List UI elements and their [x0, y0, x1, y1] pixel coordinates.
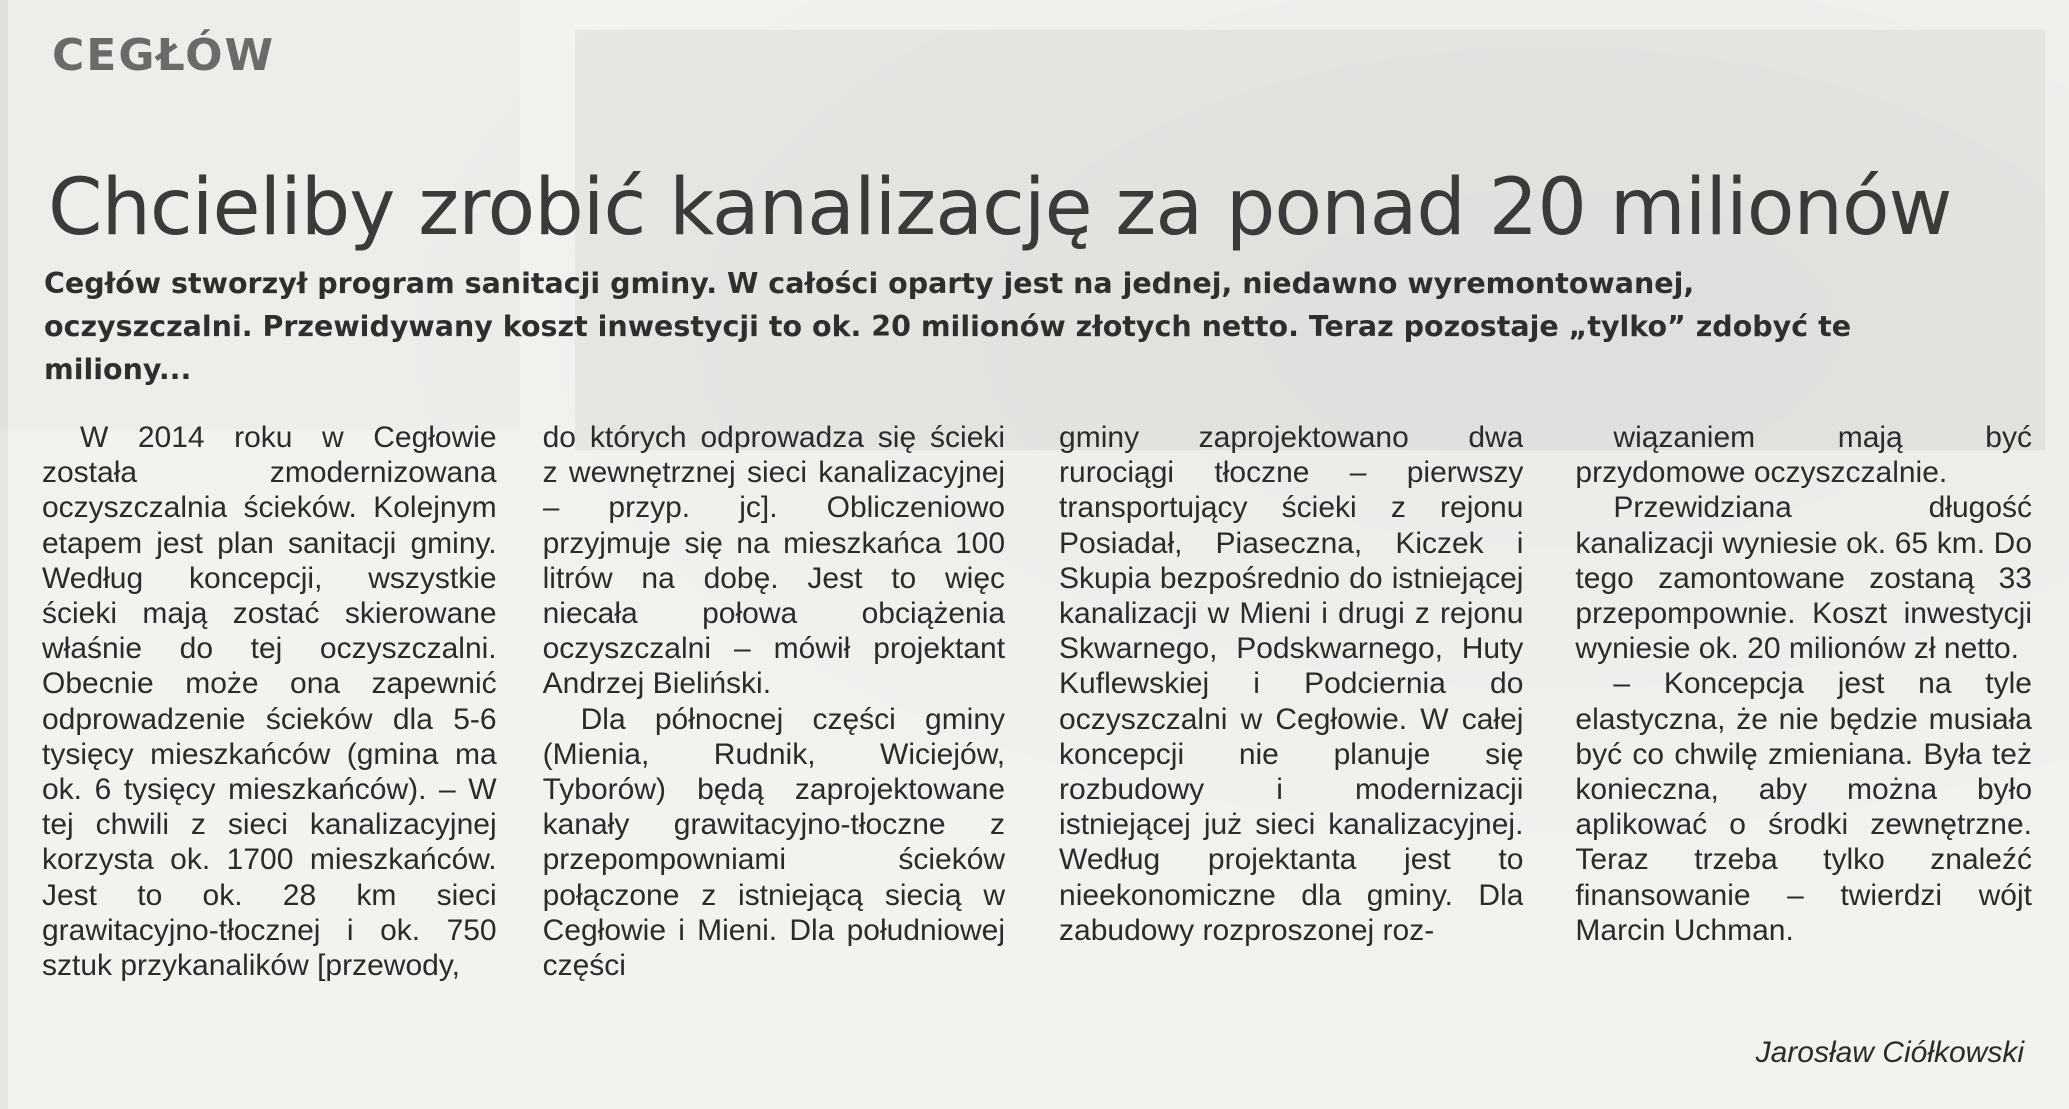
- paragraph: W 2014 roku w Cegłowie została zmodernizowana oczyszczalnia ścieków. Kolejnym etapem jest plan sanitacji gminy. Według koncepcji, wszystkie ścieki mają zostać skierowane właśnie do tej oczyszczalni. Obecnie może ona zapewnić odprowadzenie ścieków dla 5-6 tysięcy mieszkańców (gmina ma ok. 6 tysięcy mieszkańców). – W tej chwili z sieci kanalizacyjnej korzysta ok. 1700 mieszkańców. Jest to ok. 28 km sieci grawitacyjno-tłocznej i ok. 750 sztuk przykanalików [przewody,: [42, 421, 497, 983]
- article-body: [42, 420, 2032, 1060]
- article-column-1: [42, 420, 497, 1060]
- article-lead: Cegłów stworzył program sanitacji gminy. W całości oparty jest na jednej, niedawno wyremontowanej, oczyszczalni. Przewidywany koszt inwestycji to ok. 20 milionów złotych netto. Teraz pozostaje „tylko” zdobyć te miliony...: [44, 267, 1852, 386]
- article-author: Jarosław Ciółkowski: [1755, 1036, 2024, 1069]
- article-column-3: [1059, 420, 1523, 1060]
- paragraph: – Koncepcja jest na tyle elastyczna, że nie będzie musiała być co chwilę zmieniana. Była też konieczna, aby można było aplikować o środki zewnętrzne. Teraz trzeba tylko znaleźć finansowanie – twierdzi wójt Marcin Uchman.: [1575, 667, 2032, 947]
- paragraph: wiązaniem mają być przydomowe oczyszczalnie.: [1575, 421, 2032, 490]
- article-column-4: [1575, 420, 2032, 1060]
- article-column-2: [543, 420, 1005, 1060]
- page-edge: [0, 0, 8, 1109]
- article-headline: Chcieliby zrobić kanalizację za ponad 20 milionów: [48, 163, 1952, 254]
- section-tag: CEGŁÓW: [52, 30, 276, 81]
- paragraph: do których odprowadza się ścieki z wewnętrznej sieci kanalizacyjnej – przyp. jc]. Obliczeniowo przyjmuje się na mieszkańca 100 litrów na dobę. Jest to więc niecała połowa obciążenia oczyszczalni – mówił projektant Andrzej Bieliński.: [542, 421, 1006, 701]
- paragraph: gminy zaprojektowano dwa rurociągi tłoczne – pierwszy transportujący ścieki z rejonu Posiadał, Piaseczna, Kiczek i Skupia bezpośrednio do istniejącej kanalizacji w Mieni i drugi z rejonu Skwarnego, Podskwarnego, Huty Kuflewskiej i Podciernia do oczyszczalni w Cegłowie. W całej koncepcji nie planuje się rozbudowy i modernizacji istniejącej już sieci kanalizacyjnej. Według projektanta jest to nieekonomiczne dla gminy. Dla zabudowy rozproszonej roz-: [1059, 421, 1524, 947]
- paragraph: Przewidziana długość kanalizacji wyniesie ok. 65 km. Do tego zamontowane zostaną 33 przepompownie. Koszt inwestycji wyniesie ok. 20 milionów zł netto.: [1575, 491, 2032, 666]
- paragraph: Dla północnej części gminy (Mienia, Rudnik, Wiciejów, Tyborów) będą zaprojektowane kanały grawitacyjno-tłoczne z przepompowniami ścieków połączone z istniejącą siecią w Cegłowie i Mieni. Dla południowej części: [542, 702, 1006, 983]
